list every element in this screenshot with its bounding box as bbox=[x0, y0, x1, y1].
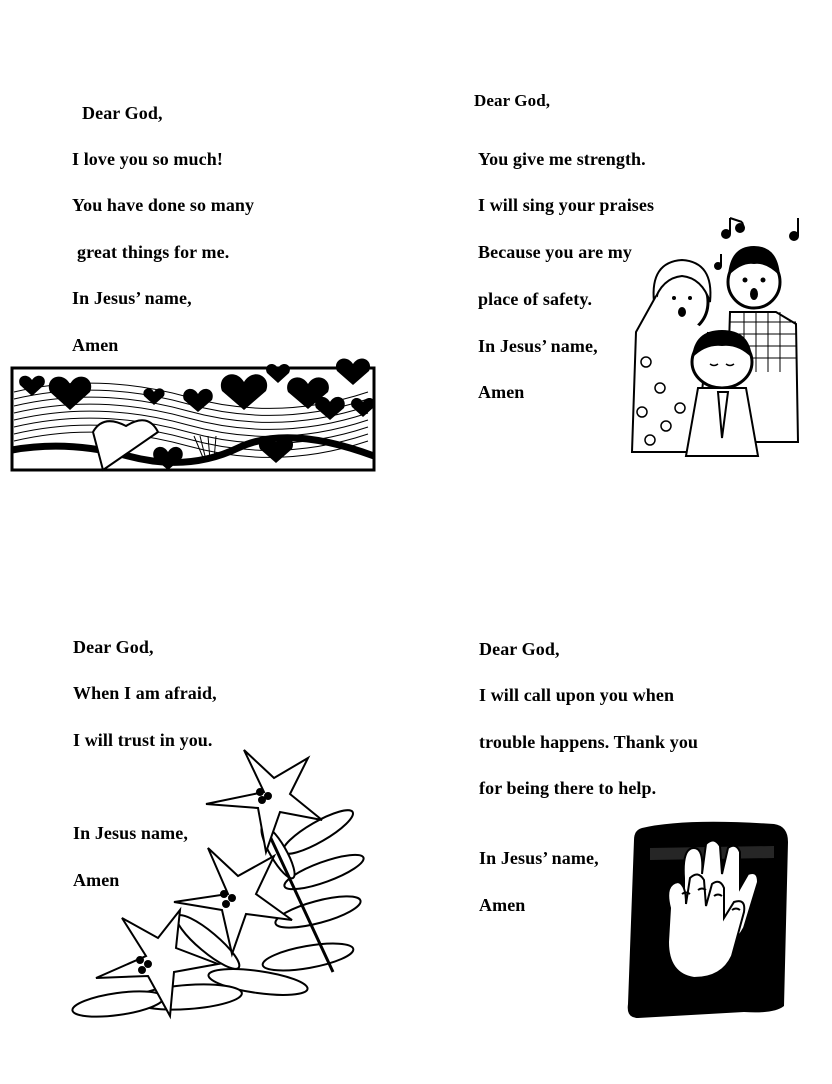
card-line: trouble happens. Thank you bbox=[479, 732, 699, 752]
card-greeting: Dear God, bbox=[82, 103, 163, 123]
card-line: You give me strength. bbox=[478, 149, 646, 169]
card-line: great things for me. bbox=[77, 242, 230, 262]
card-greeting: Dear God, bbox=[474, 91, 551, 110]
card-greeting: Dear God, bbox=[479, 639, 560, 659]
card-line: In Jesus’ name, bbox=[478, 336, 598, 356]
hands-on-bible-illustration bbox=[624, 818, 794, 1022]
card-line: place of safety. bbox=[478, 289, 593, 309]
hearts-banner-illustration bbox=[8, 352, 378, 477]
card-greeting: Dear God, bbox=[73, 637, 154, 657]
card-line: In Jesus’ name, bbox=[72, 288, 192, 308]
card-line: You have done so many bbox=[72, 195, 255, 215]
card-line: Amen bbox=[479, 895, 526, 915]
card-line: Amen bbox=[72, 335, 119, 355]
card-line: for being there to help. bbox=[479, 778, 657, 798]
card-line: I love you so much! bbox=[72, 149, 223, 169]
card-line: Amen bbox=[478, 382, 525, 402]
card-line: I will call upon you when bbox=[479, 685, 675, 705]
card-line: I will trust in you. bbox=[73, 730, 213, 750]
card-line: In Jesus name, bbox=[73, 823, 188, 843]
card-line: I will sing your praises bbox=[478, 195, 655, 215]
card-line: In Jesus’ name, bbox=[479, 848, 599, 868]
card-line: Amen bbox=[73, 870, 120, 890]
singing-children-illustration bbox=[626, 212, 808, 462]
card-line: Because you are my bbox=[478, 242, 632, 262]
card-line: When I am afraid, bbox=[73, 683, 217, 703]
lilies-illustration bbox=[68, 742, 368, 1027]
